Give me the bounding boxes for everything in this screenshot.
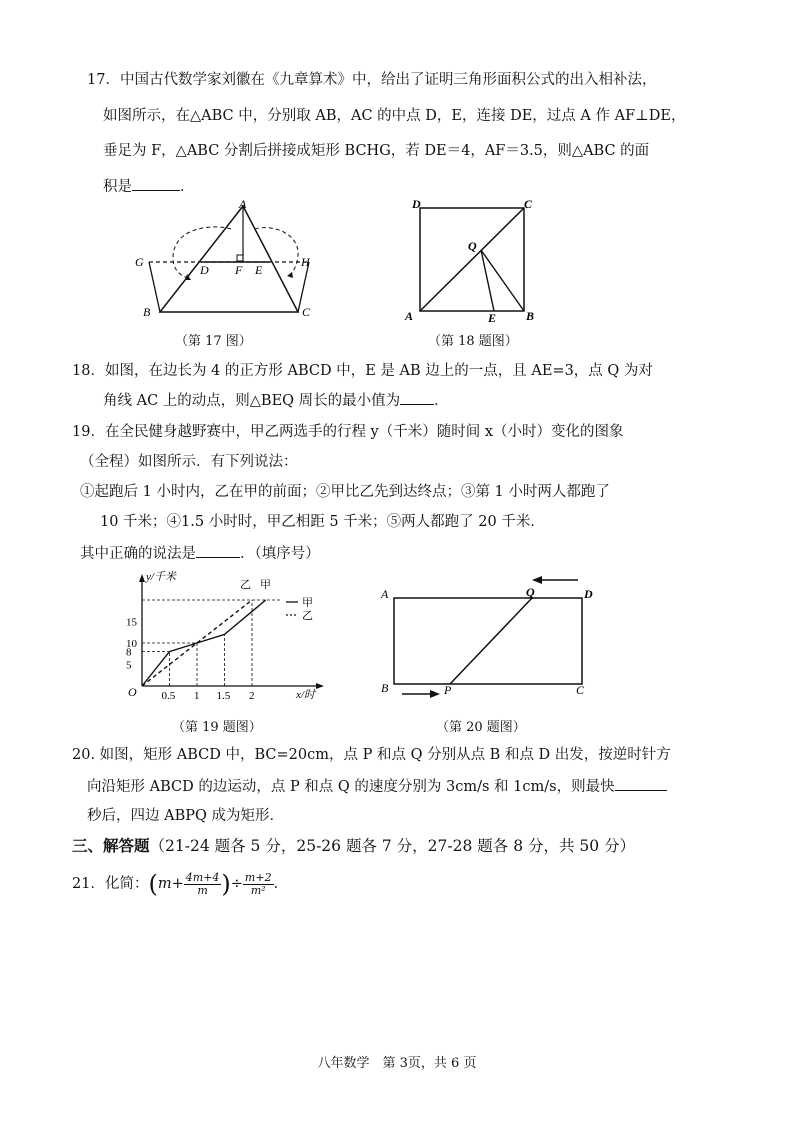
q21-end: ． xyxy=(273,876,289,892)
x-axis-arrow xyxy=(316,683,324,689)
q21-fraction-2 xyxy=(243,872,274,897)
fig18-label-b: B xyxy=(526,309,535,322)
q19-line3: ①起跑后 1 小时内，乙在甲的前面；②甲比乙先到达终点；③第 1 小时两人都跑了 xyxy=(80,484,610,500)
q19-line5-end: ．（填序号） xyxy=(240,546,320,562)
fig20-label-c: C xyxy=(576,683,585,697)
q21-divide: ÷ xyxy=(230,876,243,892)
fig20-label-a: A xyxy=(381,587,389,601)
q18-line2-text: 角线 AC 上的动点，则△BEQ 周长的最小值为 xyxy=(103,393,401,409)
figure-19-chart xyxy=(120,566,330,706)
section3-title: 三、解答题 xyxy=(72,836,150,855)
q18-line1: 18．如图，在边长为 4 的正方形 ABCD 中，E 是 AB 边上的一点，且 AE=3，点 Q 为对 xyxy=(72,363,653,379)
q20-line1: 20. 如图，矩形 ABCD 中，BC=20cm，点 P 和点 Q 分别从点 B 和点 D 出发，按逆时针方 xyxy=(72,747,671,763)
q21-paren-open: ( xyxy=(148,870,158,898)
origin-label: O xyxy=(128,685,137,699)
figure-18-caption: （第 18 题图） xyxy=(428,334,518,349)
figure-19-caption: （第 19 题图） xyxy=(172,720,262,735)
q19-line5-text: 其中正确的说法是 xyxy=(80,546,196,562)
q17-line1: 17．中国古代数学家刘徽在《九章算术》中，给出了证明三角形面积公式的出入相补法， xyxy=(87,72,657,88)
fig20-label-b: B xyxy=(381,681,389,695)
y-tick-label-10: 10 xyxy=(126,638,137,650)
q21-num-1: 4m+4 xyxy=(185,870,220,884)
q19-line5 xyxy=(80,543,320,564)
fig17-label-d: D xyxy=(200,263,209,277)
top-label-yi: 乙 xyxy=(240,579,251,591)
q21-den-2: m² xyxy=(250,883,266,897)
y-axis-arrow xyxy=(139,574,145,582)
q19-line2: （全程）如图所示．有下列说法： xyxy=(80,454,298,470)
q21-line xyxy=(72,864,288,904)
fig18-label-a: A xyxy=(405,309,414,322)
y-tick-label-5: 5 xyxy=(126,659,132,672)
q19-line1: 19．在全民健身越野赛中，甲乙两选手的行程 y（千米）随时间 x（小时）变化的图象 xyxy=(72,424,624,440)
fig17-label-h: H xyxy=(301,255,310,269)
q21-paren-close: ) xyxy=(221,870,231,898)
q20-line2-text: 向沿矩形 ABCD 的边运动，点 P 和点 Q 的速度分别为 3cm/s 和 1cm/s，则最快 xyxy=(87,779,615,795)
x-axis-label: x/时 xyxy=(296,689,315,701)
figure-18 xyxy=(400,196,540,322)
fig17-label-e: E xyxy=(255,263,263,277)
fig17-label-b: B xyxy=(143,305,151,319)
section3-heading xyxy=(72,836,635,856)
legend-label-0: 甲 xyxy=(302,597,313,609)
q21-fraction-1 xyxy=(184,872,222,897)
figure-20 xyxy=(378,566,598,698)
top-label-jia: 甲 xyxy=(260,579,271,591)
fig17-label-g: G xyxy=(135,255,144,269)
q17-line4-end: ． xyxy=(180,179,195,195)
series-line-jia xyxy=(142,600,266,686)
fig20-label-d: D xyxy=(584,587,593,601)
fig20-label-p: P xyxy=(444,683,452,697)
q17-line2: 如图所示，在△ABC 中，分别取 AB，AC 的中点 D，E，连接 DE，过点 A 作 AF⊥DE， xyxy=(103,108,686,124)
y-axis-label: y/千米 xyxy=(146,571,176,583)
q17-line4 xyxy=(103,176,195,197)
y-tick-label-15: 15 xyxy=(126,616,137,629)
page-footer: 八年数学 第 3页，共 6 页 xyxy=(317,1056,477,1071)
q19-answer-blank[interactable] xyxy=(196,543,240,558)
q21-label: 21．化简： xyxy=(72,876,149,892)
q20-answer-blank[interactable] xyxy=(615,776,667,791)
q19-line4: 10 千米；④1.5 小时时，甲乙相距 5 千米；⑤两人都跑了 20 千米． xyxy=(100,514,545,530)
q18-answer-blank[interactable] xyxy=(400,390,434,405)
q17-line3: 垂足为 F，△ABC 分割后拼接成矩形 BCHG，若 DE＝4，AF＝3.5，则△ABC 的面 xyxy=(103,143,650,159)
q20-line3: 秒后，四边 ABPQ 成为矩形． xyxy=(87,808,284,824)
figure-17-caption: （第 17 图） xyxy=(175,334,252,349)
x-tick-label-1.5: 1.5 xyxy=(216,690,231,702)
q20-line2 xyxy=(87,776,667,797)
q18-line2 xyxy=(103,390,449,411)
fig20-label-q: Q xyxy=(526,585,535,599)
y-tick-label-8: 8 xyxy=(126,646,132,659)
q17-answer-blank[interactable] xyxy=(132,176,180,191)
x-tick-label-0.5: 0.5 xyxy=(161,690,176,702)
q21-num-2: m+2 xyxy=(244,870,272,884)
fig18-label-q: Q xyxy=(468,239,477,253)
figure-17 xyxy=(135,196,325,324)
fig17-label-a: A xyxy=(239,197,247,211)
figure-20-caption: （第 20 题图） xyxy=(436,720,526,735)
fig18-label-c: C xyxy=(524,197,533,211)
q18-line2-end: ． xyxy=(434,393,449,409)
fig18-label-d: D xyxy=(412,197,421,211)
q21-m: m xyxy=(157,876,172,892)
q21-plus: + xyxy=(171,876,184,892)
fig18-label-e: E xyxy=(488,311,497,322)
x-tick-label-1: 1 xyxy=(194,690,200,702)
fig17-label-f: F xyxy=(235,263,243,277)
x-tick-label-2: 2 xyxy=(249,690,255,702)
fig17-label-c: C xyxy=(302,305,311,319)
legend-label-1: 乙 xyxy=(302,610,313,622)
q21-den-1: m xyxy=(197,883,208,897)
section3-note: （21-24 题各 5 分，25-26 题各 7 分，27-28 题各 8 分，共 50 分） xyxy=(149,837,636,855)
q17-line4-text: 积是 xyxy=(103,179,132,195)
